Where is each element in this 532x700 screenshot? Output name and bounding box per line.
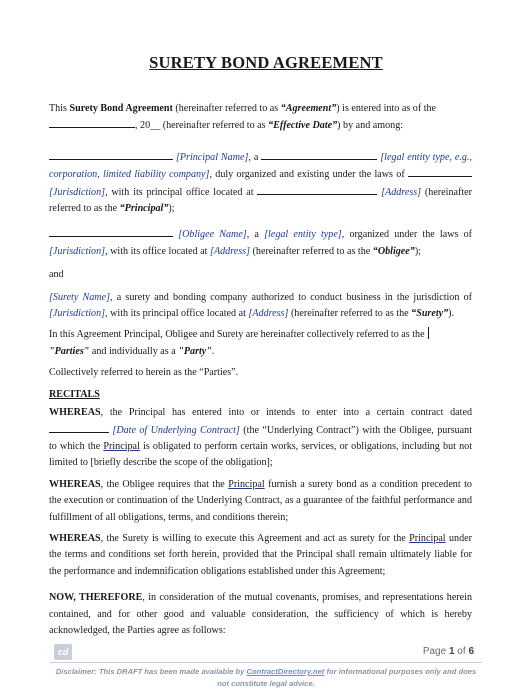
obligee-address-placeholder[interactable]: [Address] (210, 245, 251, 257)
principal-type-placeholder[interactable]: [legal entity type, e.g., corporation, limited liability company] (49, 151, 472, 181)
surety-text: , a surety and bonding company authorized to conduct business in the jurisdiction of (110, 291, 472, 303)
surety-address-placeholder[interactable]: [Address] (248, 308, 289, 320)
contract-directory-link[interactable]: ContractDirectory.net (246, 667, 325, 676)
principal-word: Principal (409, 532, 446, 544)
principal-address-placeholder[interactable]: [Address] (381, 186, 422, 198)
obligee-text: , a (246, 229, 265, 241)
surety-name-placeholder[interactable]: [Surety Name] (49, 291, 111, 303)
whereas-text: , the Principal has entered into or intends to enter into a certain contract dated (100, 407, 472, 419)
parties-text: . (211, 345, 215, 357)
obligee-name-placeholder[interactable]: [Obligee Name] (178, 229, 247, 241)
whereas-text: is obligated to perform certain works, services, or obligations, including but not limited to [briefly describe the scope of the obligation]; (49, 440, 473, 469)
principal-address-blank[interactable] (257, 184, 377, 195)
document-body (49, 101, 472, 644)
principal-text: , duly organized and existing under the laws of (209, 169, 408, 181)
parties-term: "Parties" (49, 345, 90, 357)
surety-text: (hereinafter referred to as the (288, 308, 412, 320)
principal-word: Principal (228, 478, 265, 490)
and-text: and (49, 269, 64, 281)
principal-jurisdiction-blank[interactable] (408, 166, 472, 177)
now-therefore-paragraph (49, 590, 472, 639)
intro-text: (hereinafter referred to as (160, 120, 269, 132)
intro-text: (hereinafter referred to as (172, 103, 281, 114)
page-label: Page (422, 646, 449, 657)
agreement-name: Surety Bond Agreement (69, 103, 173, 114)
disclaimer-text: for informational purposes only and does not constitute legal advice. (217, 667, 477, 688)
contract-date-placeholder[interactable]: [Date of Underlying Contract] (112, 424, 240, 436)
intro-text: This (49, 103, 70, 114)
whereas-lead: WHEREAS (49, 478, 101, 490)
obligee-term: “Obligee” (372, 245, 415, 257)
text-cursor (428, 327, 429, 339)
obligee-name-blank[interactable] (49, 226, 173, 237)
whereas-lead: WHEREAS (49, 407, 101, 419)
principal-name-placeholder[interactable]: [Principal Name] (175, 151, 249, 163)
contract-date-blank[interactable] (49, 422, 109, 433)
footer-divider (50, 662, 482, 663)
year-text: , 20__ (135, 120, 161, 132)
obligee-paragraph (49, 226, 472, 260)
parties-text: and individually as a (89, 345, 179, 357)
obligee-text: (hereinafter referred to as the (250, 245, 373, 257)
surety-paragraph (49, 290, 472, 323)
contract-directory-logo-icon: cd (54, 644, 72, 660)
principal-word: Principal (103, 440, 140, 452)
disclaimer-text: Disclaimer: This DRAFT has been made available by (55, 667, 247, 676)
whereas-text: furnish a surety bond as a condition precedent to the execution or continuation of the Underlying Contract, as a guarantee of the faithful performance and fulfillment of all obligations, terms, and conditions therein; (49, 478, 472, 523)
parties-text: In this Agreement Principal, Obligee and Surety are hereinafter collectively referred to as the (49, 329, 428, 341)
disclaimer (50, 666, 482, 690)
whereas-paragraph-2 (49, 477, 472, 526)
now-therefore-text: , in consideration of the mutual covenants, promises, and representations herein contained, and for other good and valuable consideration, the sufficiency of which is hereby acknowledged, the Parties agree as follows: (49, 592, 472, 636)
whereas-text: , the Obligee requires that the (100, 478, 229, 490)
obligee-jurisdiction-placeholder[interactable]: [Jurisdiction] (49, 245, 106, 257)
page-total: 6 (468, 646, 474, 657)
principal-text: ); (168, 203, 175, 215)
agreement-term: “Agreement” (280, 103, 337, 114)
whereas-lead: WHEREAS (49, 532, 101, 544)
document-title: SURETY BOND AGREEMENT (149, 53, 383, 72)
date-blank[interactable] (49, 117, 135, 128)
principal-text: , with its principal office located at (105, 186, 258, 198)
obligee-type-placeholder[interactable]: [legal entity type] (264, 229, 342, 241)
surety-text: ). (448, 308, 455, 320)
intro-text: ) by and among: (337, 120, 404, 132)
surety-jurisdiction-placeholder[interactable]: [Jurisdiction] (49, 308, 106, 320)
principal-paragraph (49, 149, 472, 218)
obligee-text: ); (414, 245, 421, 257)
obligee-text: , with its office located at (105, 245, 211, 257)
parties-paragraph (49, 327, 472, 360)
page-current: 1 (448, 646, 455, 657)
surety-text: , with its principal office located at (105, 308, 249, 320)
whereas-text: , the Surety is willing to execute this Agreement and act as surety for the (100, 532, 410, 544)
principal-name-blank[interactable] (49, 149, 173, 160)
surety-term: “Surety” (411, 308, 449, 320)
intro-text: ) is entered into as of the (336, 103, 437, 114)
obligee-text: , organized under the laws of (341, 229, 472, 241)
whereas-text: (the “Underlying Contract”) with the Obligee, pursuant to which the (49, 424, 473, 452)
page-number (423, 646, 474, 657)
collective-paragraph: Collectively referred to herein as the “Parties”. (49, 367, 239, 379)
now-therefore-lead: NOW, THEREFORE (49, 592, 143, 604)
principal-jurisdiction-placeholder[interactable]: [Jurisdiction] (49, 186, 106, 198)
effective-date-term: “Effective Date” (268, 120, 338, 132)
principal-term: “Principal” (119, 203, 169, 215)
principal-text: , a (248, 151, 262, 163)
intro-paragraph (49, 101, 472, 135)
recitals-heading: RECITALS (49, 388, 100, 400)
whereas-text: under the terms and conditions set forth herein, provided that the Principal shall remain ultimately liable for the performance and indemnification obligations established under this Agreement; (49, 532, 472, 577)
principal-text: (hereinafter referred to as the (49, 186, 472, 215)
principal-type-blank[interactable] (261, 149, 377, 160)
whereas-paragraph-1 (49, 405, 472, 472)
party-term: "Party" (178, 345, 212, 357)
whereas-paragraph-3 (49, 531, 472, 580)
page-of: of (454, 646, 469, 657)
